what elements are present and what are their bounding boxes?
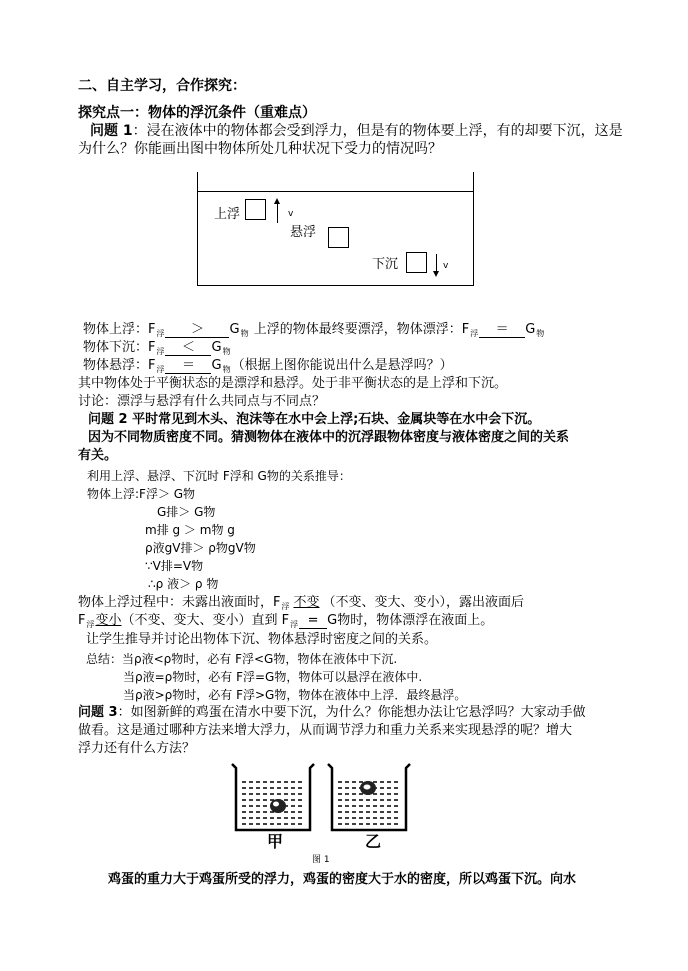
beaker-a (232, 764, 314, 830)
student-derive: 让学生推导并讨论出物体下沉、物体悬浮时密度之间的关系。 (86, 632, 438, 647)
answer-equal: = (299, 614, 327, 629)
q3-line3: 浮力还有什么方法？ (78, 741, 196, 756)
summary-line: 总结：当ρ液<ρ物时，必有 F浮<G物，物体在液体中下沉. (86, 652, 398, 666)
cond-up: 物体上浮：$F_浮 > G_物$ 上浮的物体最终要漂浮，物体漂浮：$F_浮 = G_物$ (83, 322, 545, 338)
derive-step: m排 g ＞ m物 g (145, 523, 235, 537)
derive-step: ρ液gV排＞ ρ物gV物 (145, 541, 256, 555)
process-line2: $F_浮$变小（不变、变大、变小）直到 $F_浮 = G$物时，物体漂浮在液面上。 (78, 613, 494, 629)
summary-line: 当ρ液>ρ物时，必有 F浮>G物，物体在液体中上浮．最终悬浮。 (123, 688, 467, 702)
label-up: 上浮 (214, 207, 241, 222)
answer-unchanged: 不变 (293, 595, 320, 610)
q2-line3: 有关。 (78, 448, 118, 463)
answer-smaller: 变小 (95, 613, 122, 628)
egg-sunk (270, 799, 286, 813)
figure-label-a: 甲 (267, 832, 284, 851)
derive-step: 物体上浮:F浮＞ G物 (87, 487, 196, 501)
arrow-down (436, 254, 437, 272)
figure-label-b: 乙 (365, 832, 382, 851)
box-suspend (328, 227, 349, 248)
derive-intro: 利用上浮、悬浮、下沉时 F浮和 G物的关系推导： (87, 469, 351, 483)
arrow-up (277, 203, 278, 223)
q2-line2: 因为不同物质密度不同。猜测物体在液体中的沉浮跟物体密度与液体密度之间的关系 (88, 430, 570, 445)
balance-statement: 其中物体处于平衡状态的是漂浮和悬浮。处于非平衡状态的是上浮和下沉。 (78, 376, 508, 391)
label-suspend: 悬浮 (290, 225, 317, 240)
q1-line1: 问题 1：浸在液体中的物体都会受到浮力，但是有的物体要上浮，有的却要下沉，这是 (90, 123, 623, 139)
derive-step: G排＞ G物 (157, 505, 216, 519)
q1-line2: 为什么？你能画出图中物体所处几种状况下受力的情况吗？ (78, 141, 442, 157)
velocity-down: v (443, 261, 449, 271)
figure-caption: 图 1 (312, 855, 330, 865)
point1-title: 探究点一：物体的浮沉条件（重难点） (78, 105, 316, 121)
blank-up: ＞ (165, 323, 229, 338)
cond-suspend: 物体悬浮：$F_浮 = G_物$（根据上图你能说出什么是悬浮吗？） (83, 358, 453, 374)
discussion: 讨论：漂浮与悬浮有什么共同点与不同点？ (78, 394, 326, 409)
q2-line1: 问题 2 平时常见到木头、泡沫等在水中会上浮;石块、金属块等在水中会下沉。 (88, 412, 541, 427)
box-down (406, 252, 427, 273)
q3-line1: 问题 3：如图新鲜的鸡蛋在清水中要下沉，为什么？你能想办法让它悬浮吗？大家动手做 (78, 705, 586, 720)
label-down: 下沉 (372, 257, 399, 272)
cond-down: 物体下沉：$F_浮 < G_物$ (83, 340, 231, 356)
arrow-down-head (433, 271, 439, 277)
blank-float: ＝ (479, 323, 525, 338)
summary-line: 当ρ液=ρ物时，必有 F浮=G物，物体可以悬浮在液体中. (123, 670, 423, 684)
velocity-up: v (288, 209, 294, 219)
q3-line2: 做看。这是通过哪种方法来增大浮力，从而调节浮力和重力关系来实现悬浮的呢？增大 (78, 723, 573, 738)
derive-step: ∴ρ 液＞ ρ 物 (148, 577, 219, 591)
q1-label: 问题 1 (90, 123, 133, 139)
process-line1: 物体上浮过程中：未露出液面时，$F_浮$ 不变 （不变、变大、变小），露出液面后 (78, 595, 525, 611)
beaker-b (328, 764, 410, 830)
q3-label: 问题 3 (78, 705, 118, 720)
answer-line: 鸡蛋的重力大于鸡蛋所受的浮力，鸡蛋的密度大于水的密度，所以鸡蛋下沉。向水 (108, 872, 577, 887)
arrow-up-head (274, 198, 280, 204)
derive-step: ∵V排=V物 (145, 559, 204, 573)
water-surface (197, 191, 473, 192)
blank-down: ＜ (165, 341, 211, 356)
box-up (245, 199, 266, 220)
blank-suspend: ＝ (165, 359, 211, 374)
section-title: 二、自主学习，合作探究： (78, 78, 246, 94)
